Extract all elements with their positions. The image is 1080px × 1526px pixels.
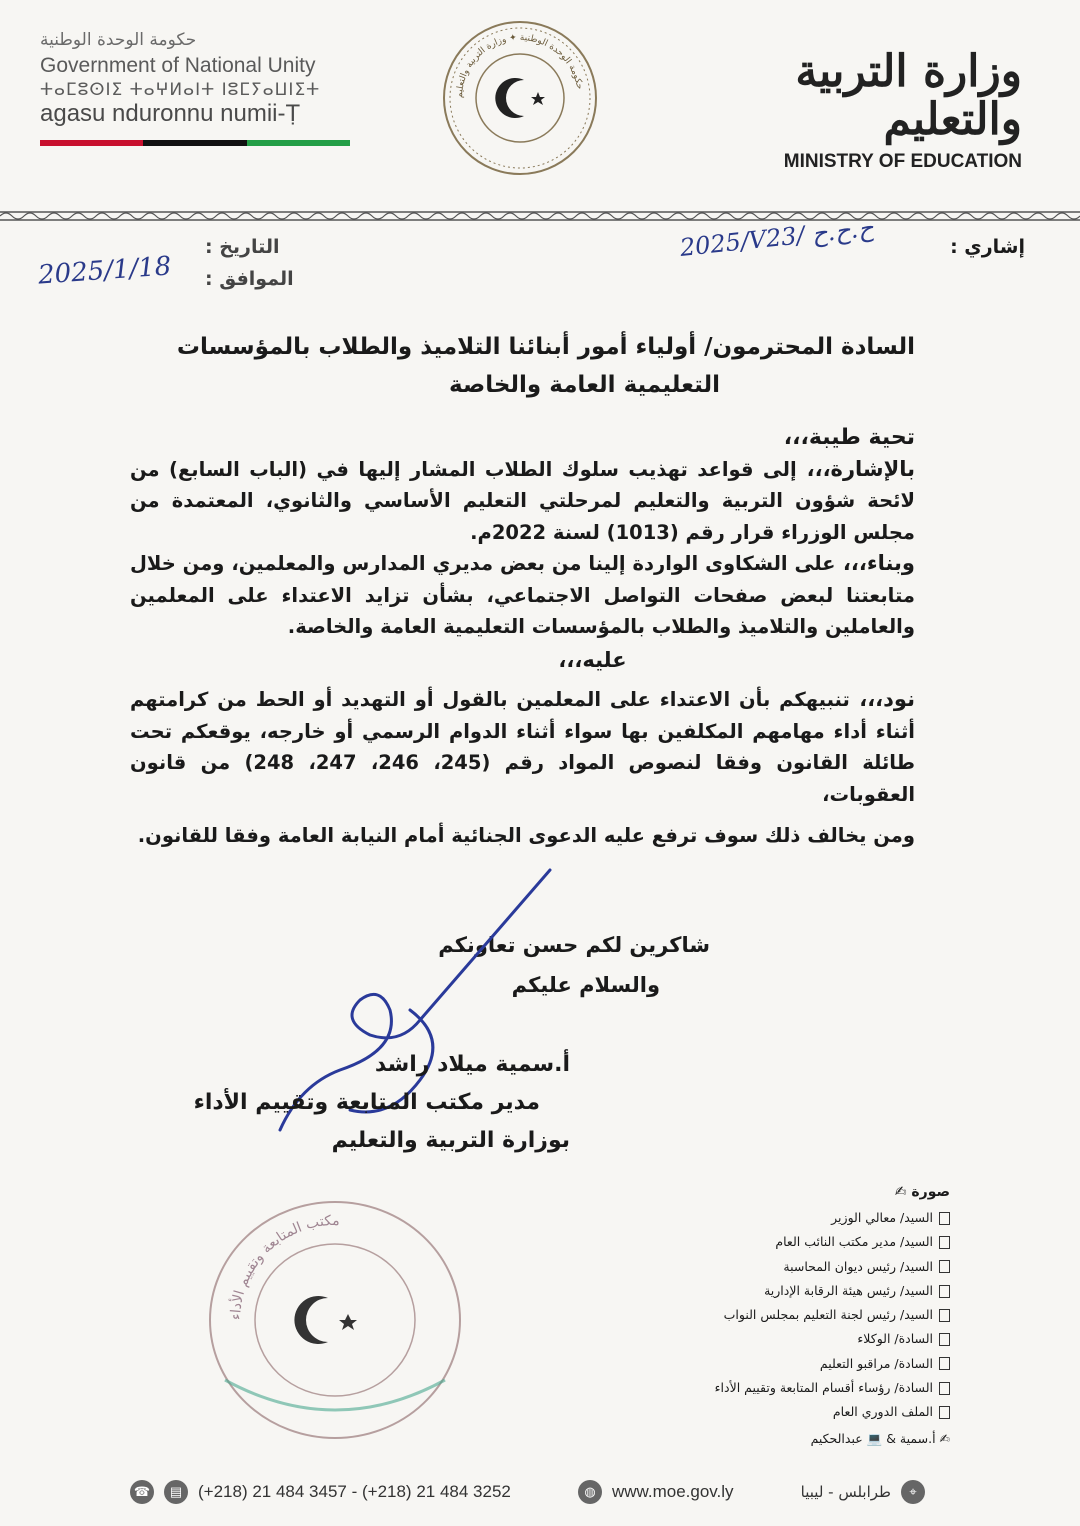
cc-recipients [610, 1206, 950, 1425]
ministry-logo [732, 48, 1022, 173]
letter-body [130, 328, 915, 852]
reference-row [0, 213, 1080, 304]
document-icon [939, 1309, 950, 1322]
cc-title: صورة ✍ [894, 1184, 950, 1200]
document-icon [939, 1406, 950, 1419]
cc-recipient: السيد/ معالي الوزير [831, 1210, 933, 1225]
government-seal [440, 18, 600, 178]
reference-number: 2025/V23/ ح.ح.ح [678, 213, 875, 262]
document-icon [939, 1382, 950, 1395]
date-label: التاريخ : [205, 236, 280, 258]
gov-tifinagh-name: ⵜⴰⵎⵓⵙⵏⵉ ⵜⴰⵖⵍⴰⵏⵜ ⵏⵓⵎⵢⴰⵡⵏⵉⵜ [40, 80, 321, 100]
greeting: تحية طيبة،،، [783, 425, 915, 450]
globe-icon: ◍ [578, 1480, 602, 1504]
corresponding-date-label: الموافق : [205, 268, 294, 290]
reference-label: إشاري : [950, 236, 1025, 258]
stamp-ring-text: مكتب المتابعة وتقييم الأداء [227, 1212, 340, 1321]
addressee-line-1: السادة المحترمون/ أولياء أمور أبنائنا التلاميذ والطلاب بالمؤسسات [176, 334, 915, 360]
cc-recipient: السادة/ رؤساء أقسام المتابعة وتقييم الأداء [714, 1380, 933, 1396]
paragraph-warning [130, 684, 915, 810]
list-item [610, 1279, 950, 1303]
document-icon [939, 1285, 950, 1298]
ornamental-divider [0, 210, 1080, 222]
paragraph-lead: وبناء،،، [835, 551, 915, 575]
paragraph-basis [130, 548, 915, 643]
list-item [610, 1206, 950, 1230]
document-icon [939, 1333, 950, 1346]
cc-recipient: الملف الدوري العام [832, 1404, 933, 1420]
list-item [610, 1327, 950, 1351]
document-icon [939, 1357, 950, 1370]
paragraph-text: إلى قواعد تهذيب سلوك الطلاب المشار إليها في (الباب السابع) من لائحة شؤون التربية والتعليم لمرحلتي التعليم الأساسي والثانوي، المعتمدة من مجلس الوزراء قرار رقم (1013) لسنة 2022م. [130, 457, 915, 544]
signer-title: مدير مكتب المتابعة وتقييم الأداء [193, 1090, 540, 1115]
cc-recipient: السيد/ مدير مكتب النائب العام [775, 1234, 933, 1250]
date-value: 2025/1/18 [37, 251, 173, 291]
city-text: طرابلس - ليبيا [800, 1483, 891, 1501]
cc-recipient: السيد/ رئيس لجنة التعليم بمجلس النواب [723, 1307, 933, 1323]
addressee-line-2: التعليمية العامة والخاصة [449, 372, 720, 398]
list-item [610, 1255, 950, 1279]
website-link[interactable]: www.moe.gov.ly [611, 1482, 734, 1501]
flag-color-bar [40, 140, 350, 146]
signer-name: أ.سمية ميلاد راشد [374, 1052, 570, 1077]
fax-icon: ▤ [164, 1480, 188, 1504]
cc-recipient: السيد/ رئيس ديوان المحاسبة [783, 1258, 933, 1274]
svg-text:مكتب المتابعة وتقييم الأداء [227, 1213, 339, 1320]
list-item [610, 1400, 950, 1424]
list-item [610, 1352, 950, 1376]
gov-latin-name: agasu nduronnu numii-Ṭ [40, 100, 301, 127]
cc-recipient: السيد/ رئيس هيئة الرقابة الإدارية [764, 1282, 933, 1298]
footer-location [801, 1480, 925, 1504]
paragraph-text: تنبيهكم بأن الاعتداء على المعلمين بالقول أو التهديد أو الحط من كرامتهم أثناء أداء مهامهم المكلفين بها سواء أثناء الدوام الرسمي أو خارجه، يوقعكم تحت طائلة القانون وفقا لنصوص المواد رقم (245، 246، 247، 248) من قانون العقوبات، [130, 688, 915, 806]
signer-organization: بوزارة التربية والتعليم [331, 1128, 570, 1153]
seal-ring-text: حكومة الوحدة الوطنية ✦ وزارة التربية والتعليم [454, 32, 585, 99]
paragraph-consequence: ومن يخالف ذلك سوف ترفع عليه الدعوى الجنائية أمام النيابة العامة وفقا للقانون. [137, 824, 915, 847]
signer-block [100, 1046, 570, 1160]
cc-recipient: السادة/ مراقبو التعليم [819, 1355, 933, 1371]
government-header [40, 30, 370, 146]
thereupon-heading: عليه،،، [558, 647, 627, 672]
paragraph-text: على الشكاوى الواردة إلينا من بعض مديري المدارس والمعلمين، ومن خلال متابعتنا لبعض صفحات التواصل الاجتماعي، بشأن تزايد الاعتداء على المعلمين والعاملين والتلاميذ والطلاب بالمؤسسات التعليمية العامة والخاصة. [130, 552, 915, 638]
footer-contact [130, 1480, 511, 1504]
closing-thanks: شاكرين لكم حسن تعاونكم [438, 933, 710, 957]
carbon-copy-list [610, 1184, 950, 1447]
gov-arabic-name: حكومة الوحدة الوطنية [40, 30, 197, 50]
gov-english-name: Government of National Unity [40, 54, 316, 77]
phone-icon: ☎ [130, 1480, 154, 1504]
paragraph-lead: نود،،، [849, 687, 915, 711]
letter-footer [130, 1474, 925, 1510]
list-item [610, 1376, 950, 1400]
svg-text:حكومة الوحدة الوطنية ✦ وزارة ا [455, 33, 584, 98]
phone-numbers: (+218) 21 484 3457 - (+218) 21 484 3252 [198, 1482, 511, 1501]
list-item [610, 1303, 950, 1327]
cc-recipient: السادة/ الوكلاء [857, 1331, 933, 1347]
document-icon [939, 1260, 950, 1273]
paragraph-reference [130, 454, 915, 549]
author-initials: ✍ أ.سمية & 💻 عبدالحكيم [810, 1430, 950, 1446]
addressee [130, 328, 915, 404]
paragraph-lead: بالإشارة،،، [796, 456, 915, 481]
ministry-english-name: MINISTRY OF EDUCATION [783, 150, 1022, 172]
list-item [610, 1230, 950, 1254]
document-icon [939, 1236, 950, 1249]
closing-salutation: والسلام عليكم [511, 973, 660, 997]
ministry-arabic-name: وزارة التربية والتعليم [795, 46, 1022, 146]
document-icon [939, 1212, 950, 1225]
closing [330, 925, 710, 1005]
office-stamp [200, 1190, 470, 1450]
location-pin-icon: ⌖ [901, 1480, 925, 1504]
footer-website [578, 1480, 734, 1504]
